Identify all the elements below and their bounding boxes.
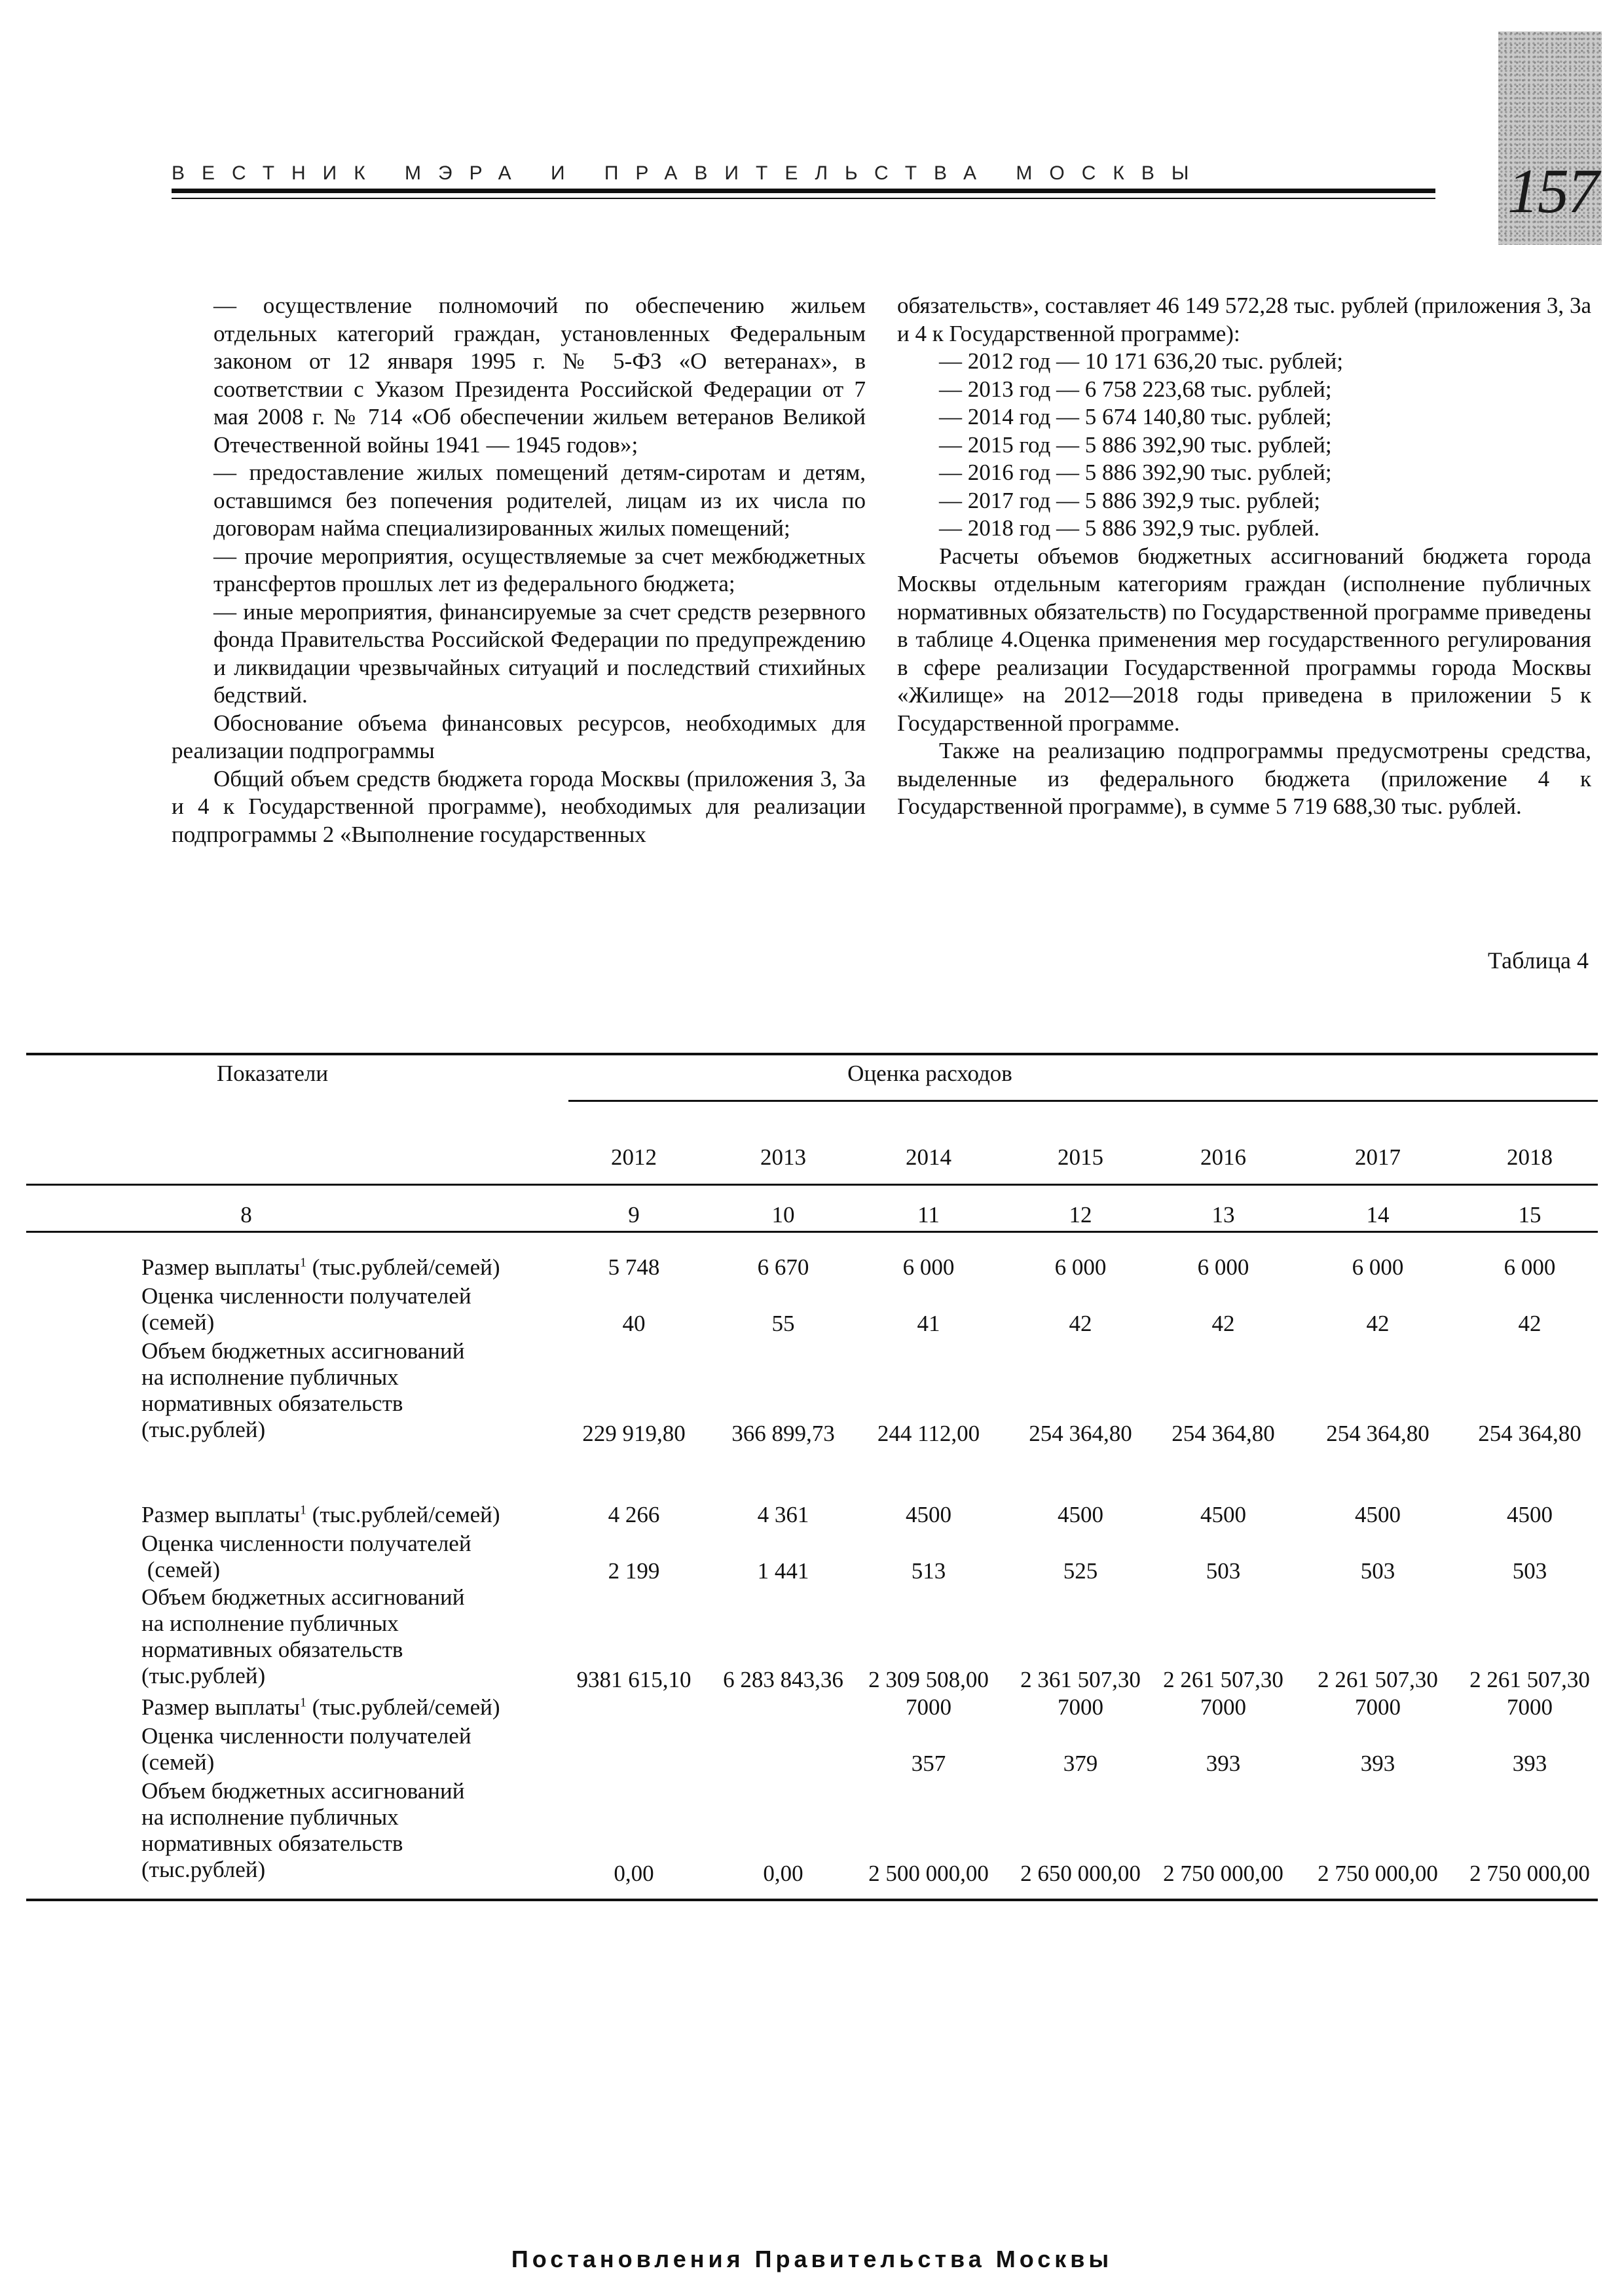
table-cell: 4500 <box>1200 1502 1246 1527</box>
table-caption: Таблица 4 <box>1488 947 1589 974</box>
row-label <box>141 1778 561 1883</box>
row-label <box>141 1694 561 1721</box>
table-cell: 55 <box>771 1311 795 1336</box>
table-cell: 2 261 507,30 <box>1163 1667 1283 1692</box>
left-paragraph: Обоснование объема финансовых ресурсов, необходимых для реализации подпрограммы <box>172 710 866 763</box>
table-cell: 41 <box>917 1311 940 1336</box>
table-cell: 513 <box>911 1558 946 1584</box>
row-label-line: на исполнение публичных <box>141 1364 399 1390</box>
row-label-text: Объем бюджетных ассигнований <box>141 1778 465 1804</box>
table-cell: 40 <box>622 1311 646 1336</box>
right-paragraph: — 2015 год — 5 886 392,90 тыс. рублей; <box>939 431 1332 458</box>
table-cell: 0,00 <box>763 1861 803 1886</box>
row-label-line: нормативных обязательств <box>141 1831 403 1856</box>
table-cell: 2 750 000,00 <box>1469 1861 1590 1886</box>
left-paragraph: — иные мероприятия, финансируемые за счет средств резервного фонда Правительства Российской Федерации по предупреждению и ликвидации чрезвычайных ситуаций и последствий стихийных бедствий. <box>213 598 866 708</box>
row-label-line: на исполнение публичных <box>141 1804 399 1830</box>
table-cell: 393 <box>1360 1751 1395 1776</box>
table-cell: 2 361 507,30 <box>1020 1667 1141 1692</box>
table-cell: 4500 <box>1507 1502 1553 1527</box>
row-label-text: Размер выплаты <box>141 1694 300 1720</box>
table-cell: 42 <box>1518 1311 1541 1336</box>
table-cell: 357 <box>911 1751 946 1776</box>
table-cell: 42 <box>1069 1311 1092 1336</box>
table-cell: 254 364,80 <box>1029 1421 1132 1446</box>
column-number: 14 <box>1366 1202 1390 1228</box>
table-cell: 2 261 507,30 <box>1469 1667 1590 1692</box>
row-label-text: Оценка численности получателей <box>141 1531 471 1556</box>
table-cell: 393 <box>1206 1751 1241 1776</box>
table-cell: 5 748 <box>608 1254 660 1280</box>
table-cell: 6 000 <box>902 1254 955 1280</box>
table-cell: 4 361 <box>757 1502 809 1527</box>
row-label-text: Объем бюджетных ассигнований <box>141 1584 465 1610</box>
right-paragraph: — 2014 год — 5 674 140,80 тыс. рублей; <box>939 404 1332 429</box>
table-header-bottom-rule <box>26 1184 1598 1186</box>
row-label <box>141 1283 561 1336</box>
table-cell: 244 112,00 <box>877 1421 980 1446</box>
row-label <box>141 1584 561 1689</box>
column-number: 10 <box>771 1202 795 1228</box>
year-header: 2014 <box>906 1144 951 1170</box>
year-header: 2017 <box>1355 1144 1401 1170</box>
table-cell: 503 <box>1206 1558 1241 1584</box>
table-cell: 2 199 <box>608 1558 660 1584</box>
journal-masthead: ВЕСТНИК МЭРА И ПРАВИТЕЛЬСТВА МОСКВЫ <box>172 162 1206 184</box>
table-cell: 393 <box>1512 1751 1547 1776</box>
year-header: 2013 <box>760 1144 806 1170</box>
table-cell: 0,00 <box>614 1861 654 1886</box>
left-text-column <box>172 292 866 848</box>
row-label-line: (семей) <box>141 1309 215 1335</box>
table-cell: 7000 <box>1058 1694 1103 1720</box>
row-label-text: Размер выплаты <box>141 1254 300 1280</box>
footnote-mark: 1 <box>299 1503 306 1518</box>
page-number: 157 <box>1507 156 1598 226</box>
column-number: 9 <box>628 1202 640 1228</box>
table-cell: 525 <box>1063 1558 1098 1584</box>
footnote-mark: 1 <box>299 1695 306 1710</box>
page-footer: Постановления Правительства Москвы <box>511 2246 1113 2272</box>
table-cell: 6 283 843,36 <box>723 1667 843 1692</box>
right-paragraph: — 2013 год — 6 758 223,68 тыс. рублей; <box>939 376 1332 402</box>
row-label <box>141 1723 561 1776</box>
left-paragraph: — прочие мероприятия, осуществляемые за счет межбюджетных трансфертов прошлых лет из федерального бюджета; <box>213 543 866 596</box>
row-label <box>141 1254 561 1281</box>
table-cell: 1 441 <box>757 1558 809 1584</box>
row-label-line: нормативных обязательств <box>141 1637 403 1662</box>
right-paragraph: — 2017 год — 5 886 392,9 тыс. рублей; <box>939 487 1321 513</box>
row-label-text: Размер выплаты <box>141 1502 300 1527</box>
column-number: 8 <box>240 1202 252 1228</box>
table-cell: 42 <box>1211 1311 1235 1336</box>
row-label-unit: (тыс.рублей/семей) <box>306 1254 500 1280</box>
row-label-line: (тыс.рублей) <box>141 1417 266 1442</box>
row-label-line: (семей) <box>141 1749 215 1775</box>
table-cell: 2 309 508,00 <box>868 1667 989 1692</box>
header-rule-thin <box>172 198 1435 199</box>
row-label-line: нормативных обязательств <box>141 1391 403 1416</box>
table-cell: 2 261 507,30 <box>1318 1667 1438 1692</box>
table-cell: 4500 <box>1058 1502 1103 1527</box>
table-cell: 4500 <box>1355 1502 1401 1527</box>
table-cell: 6 000 <box>1054 1254 1107 1280</box>
row-label-line: (семей) <box>141 1557 220 1582</box>
table-cell: 379 <box>1063 1751 1098 1776</box>
right-paragraph: — 2016 год — 5 886 392,90 тыс. рублей; <box>939 460 1332 485</box>
row-label <box>141 1502 561 1528</box>
table-header-subrule <box>568 1100 1598 1102</box>
table-cell: 7000 <box>1200 1694 1246 1720</box>
table-cell: 6 000 <box>1352 1254 1404 1280</box>
row-label <box>141 1531 561 1583</box>
row-label-text: Оценка численности получателей <box>141 1723 471 1749</box>
row-label-text: Объем бюджетных ассигнований <box>141 1338 465 1364</box>
right-paragraph: — 2012 год — 10 171 636,20 тыс. рублей; <box>939 348 1344 374</box>
year-header: 2015 <box>1058 1144 1103 1170</box>
table-cell: 4 266 <box>608 1502 660 1527</box>
column-number: 12 <box>1069 1202 1092 1228</box>
table-cell: 503 <box>1512 1558 1547 1584</box>
row-label-line: (тыс.рублей) <box>141 1857 266 1882</box>
table-cell: 42 <box>1366 1311 1390 1336</box>
left-paragraph: — осуществление полномочий по обеспечению жильем отдельных категорий граждан, установленных Федеральным законом от 12 января 1995 г. № 5-ФЗ «О ветеранах», в соответствии с Указом Президента Российской Федерации от 7 мая 2008 г. № 714 «Об обеспечении жильем ветеранов Великой Отечественной войны 1941 — 1945 годов»; <box>213 293 866 458</box>
table-cell: 2 750 000,00 <box>1318 1861 1438 1886</box>
table-cell: 254 364,80 <box>1326 1421 1430 1446</box>
table-cell: 366 899,73 <box>731 1421 835 1446</box>
right-paragraph: — 2018 год — 5 886 392,9 тыс. рублей. <box>939 515 1320 541</box>
table-bottom-rule <box>26 1899 1598 1901</box>
table-cell: 254 364,80 <box>1478 1421 1581 1446</box>
footnote-mark: 1 <box>299 1255 306 1270</box>
table-cell: 9381 615,10 <box>576 1667 692 1692</box>
table-cell: 6 000 <box>1197 1254 1249 1280</box>
row-label-unit: (тыс.рублей/семей) <box>306 1502 500 1527</box>
table-cell: 4500 <box>906 1502 951 1527</box>
right-paragraph: обязательств», составляет 46 149 572,28 тыс. рублей (приложения 3, 3а и 4 к Государственной программе): <box>897 293 1591 346</box>
right-paragraph: Также на реализацию подпрограммы предусмотрены средства, выделенные из федерального бюджета (приложение 4 к Государственной программе), в сумме 5 719 688,30 тыс. рублей. <box>897 738 1591 819</box>
left-paragraph: — предоставление жилых помещений детям-сиротам и детям, оставшимся без попечения родителей, лицам из их числа по договорам найма специализированных жилых помещений; <box>213 460 866 541</box>
year-header: 2016 <box>1200 1144 1246 1170</box>
right-text-column <box>897 292 1591 821</box>
row-label <box>141 1338 561 1443</box>
table-cell: 2 500 000,00 <box>868 1861 989 1886</box>
column-number: 13 <box>1211 1202 1235 1228</box>
table-cell: 6 000 <box>1504 1254 1556 1280</box>
table-cell: 2 650 000,00 <box>1020 1861 1141 1886</box>
header-estimate: Оценка расходов <box>847 1061 1012 1086</box>
header-rule-thick <box>172 189 1435 193</box>
table-cell: 254 364,80 <box>1172 1421 1275 1446</box>
left-paragraph: Общий объем средств бюджета города Москвы (приложения 3, 3а и 4 к Государственной программе), необходимых для реализации подпрограммы 2 «Выполнение государственных <box>172 765 866 847</box>
table-cell: 7000 <box>1507 1694 1553 1720</box>
row-label-line: на исполнение публичных <box>141 1611 399 1636</box>
table-cell: 229 919,80 <box>582 1421 686 1446</box>
table-cell: 7000 <box>1355 1694 1401 1720</box>
table-cell: 6 670 <box>757 1254 809 1280</box>
year-header: 2018 <box>1507 1144 1553 1170</box>
column-number: 15 <box>1518 1202 1541 1228</box>
row-label-text: Оценка численности получателей <box>141 1283 471 1309</box>
table-colnum-rule <box>26 1231 1598 1233</box>
table-cell: 2 750 000,00 <box>1163 1861 1283 1886</box>
table-top-rule <box>26 1053 1598 1055</box>
table-cell: 7000 <box>906 1694 951 1720</box>
row-label-line: (тыс.рублей) <box>141 1663 266 1688</box>
right-paragraph: Расчеты объемов бюджетных ассигнований бюджета города Москвы отдельным категориям граждан (исполнение публичных нормативных обязательств) по Государственной программе приведены в таблице 4.Оценка применения мер государственного регулирования в сфере реализации Государственной программы города Москвы «Жилище» на 2012—2018 годы приведена в приложении 5 к Государственной программе. <box>897 543 1591 736</box>
column-number: 11 <box>917 1202 940 1228</box>
year-header: 2012 <box>611 1144 657 1170</box>
header-indicators: Показатели <box>216 1061 329 1086</box>
row-label-unit: (тыс.рублей/семей) <box>306 1694 500 1720</box>
table-cell: 503 <box>1360 1558 1395 1584</box>
